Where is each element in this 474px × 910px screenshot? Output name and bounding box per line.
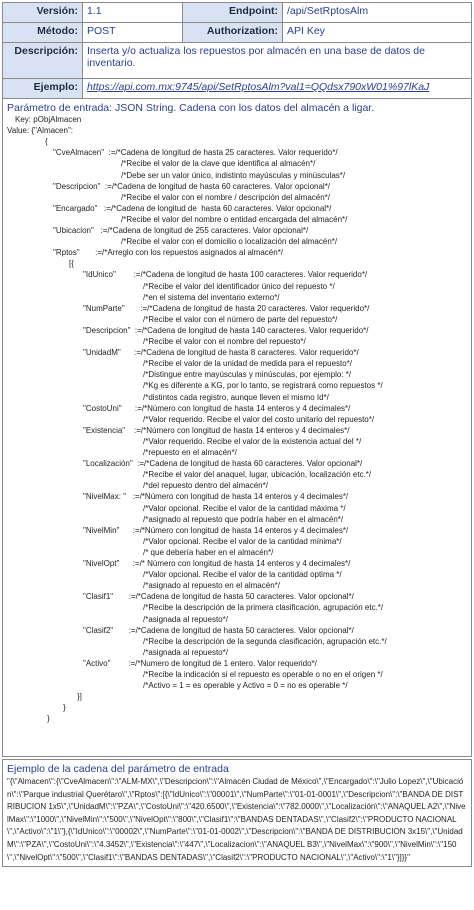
code-line: "NivelMax: " :=/*Número con longitud de hasta 14 enteros y 4 decimales*/ — [83, 492, 349, 502]
code-line: "Clasif2" :=/*Cadena de longitud de hasta 50 caracteres. Valor opcional*/ — [83, 625, 354, 635]
code-line: } — [63, 703, 66, 713]
authorization-label: Authorization: — [183, 23, 283, 43]
example-string-body: "{\"Almacen\":{\"CveAlmacen\":\"ALM-MX\",\"Descripcion\":\"Almacén Ciudad de México\",\"Encargado\":\"Julio Lopez\",\"Ubicación\":\"Parque industrial Querétaro\",\"Rptos\":[{\"IdUnico\":\"00001\",\"NumParte\":\"01-01-0001\",\"Descripcion\":\"BANDA DE DISTRIBUCION 1x5\",\"UnidadM\":\"PZA\",\"CostoUni\":\"420.6500\",\"Existencia\":\"782.0000\",\"Localización\":\"ANAQUEL A2\",\"NivelMax\":\"1000\",\"NivelMin\":\"500\",\"NivelOpt\":\"800\",\"Clasif1\":\"BANDAS DENTADAS\",\"Clasif2\":\"PRODUCTO NACIONAL\",\"Activo\":\"1\"},{\"IdUnico\":\"00002\",\"NumParte\":\"01-01-0002\",\"Descripcion\":\"BANDA DE DISTRIBUCION 3x15\",\"UnidadM\":\"PZA\",\"CostoUni\":\"4.3452\",\"Existencia\":\"447\",\"Localizacion\":\"ANAQUEL B3\",\"NivelMax\":\"900\",\"NivelMin\":\"150\",\"NivelOpt\":\"500\",\"Clasif1\":\"BANDAS DENTADAS\",\"Clasif2\":\"PRODUCTO NACIONAL\",\"Activo\":\"1\"}]}}" — [7, 777, 466, 862]
code-line: "Rptos" :=/*Arreglo con los repuestos asignados al almacén*/ — [53, 248, 284, 258]
api-doc-page — [2, 2, 472, 867]
endpoint-header-table — [2, 2, 472, 99]
example-label: Ejemplo: — [3, 79, 83, 99]
method-value: POST — [83, 23, 183, 43]
code-line: "Descripcion" :=/*Cadena de longitud de hasta 140 caracteres. Valor requerido*/ — [83, 325, 369, 335]
code-line: /*Recibe el valor de la unidad de medida para el repuesto*/ — [143, 359, 353, 369]
version-label: Versión: — [3, 3, 83, 23]
method-label: Método: — [3, 23, 83, 43]
code-line: /*Valor requerido. Recibe el valor del costo unitario del repuesto*/ — [143, 414, 375, 424]
code-line: "NivelOpt" :=/* Número con longitud de hasta 14 enteros y 4 decimales*/ — [83, 559, 351, 568]
code-line: /*asignada al repuesto*/ — [143, 614, 228, 624]
example-string-title: Ejemplo de la cadena del parámetro de entrada — [7, 763, 229, 775]
code-line: "Encargado" :=/*Cadena de longitud de hasta 60 caracteres. Valor opcional*/ — [53, 203, 332, 213]
code-line: "CostoUni" :=/*Número con longitud de hasta 14 enteros y 4 decimales*/ — [83, 403, 351, 413]
code-line: "Descripcion" :=/*Cadena de longitud de hasta 60 caracteres. Valor opcional*/ — [53, 181, 331, 191]
code-line: /*Recibe el valor del identificador único del repuesto */ — [143, 281, 335, 291]
code-line: /*Recibe el valor con el nombre / descripción del almacén*/ — [121, 192, 330, 202]
endpoint-value: /api/SetRptosAlm — [283, 3, 472, 23]
code-line: /*repuesto en el almacén*/ — [143, 448, 237, 457]
version-value: 1.1 — [83, 3, 183, 23]
code-line: /*Activo = 1 = es operable y Activo = 0 = no es operable */ — [143, 681, 348, 691]
code-line: [{ — [69, 259, 74, 269]
code-line: "CveAlmacen" :=/*Cadena de longitud de hasta 25 caracteres. Valor requerido*/ — [53, 148, 338, 158]
code-line: /* que debería haber en el almacén*/ — [143, 547, 274, 557]
code-line: "Localización" :=/*Cadena de longitud de hasta 60 caracteres. Valor opcional*/ — [83, 459, 363, 469]
code-line: /*Valor requerido. Recibe el valor de la existencia actual del */ — [143, 436, 362, 446]
code-line: "NumParte" :=/*Cadena de longitud de hasta 20 caracteres. Valor requerido*/ — [83, 303, 370, 313]
code-line: /*Valor opcional. Recibe el valor de la cantidad máxima */ — [143, 503, 346, 513]
code-line: /*Recibe el valor con el domicilio o localización del almacén*/ — [121, 237, 338, 247]
authorization-value: API Key — [283, 23, 472, 43]
description-label: Descripción: — [3, 43, 83, 79]
code-line: Value: {"Almacen": — [7, 126, 74, 136]
code-line: }] — [77, 692, 82, 702]
code-line: "UnidadM" :=/*Cadena de longitud de hasta 8 caracteres. Valor requerido*/ — [83, 348, 359, 358]
code-line: "Activo" :=/*Numero de longitud de 1 entero. Valor requerido*/ — [83, 658, 317, 668]
code-line: /*Recibe la indicación si el repuesto es operable o no en el origen */ — [143, 670, 383, 679]
code-line: /*Recibe el valor del anaquel, lugar, ubicación, localización etc.*/ — [143, 470, 372, 480]
code-line: "IdUnico" :=/*Cadena de longitud de hasta 100 caracteres. Valor requerido*/ — [83, 270, 368, 280]
code-line: "NivelMin" :=/*Número con longitud de hasta 14 enteros y 4 decimales*/ — [83, 525, 349, 535]
code-line: /*Recibe la descripción de la segunda clasificación, agrupación etc.*/ — [143, 636, 387, 646]
code-line: /*Recibe el valor con el nombre del repuesto*/ — [143, 337, 306, 346]
example-string-section — [2, 759, 472, 867]
code-line: "Clasif1" :=/*Cadena de longitud de hasta 50 caracteres. Valor opcional*/ — [83, 592, 354, 602]
code-line: "Existencia" :=/*Número con longitud de hasta 14 enteros y 4 decimales*/ — [83, 425, 350, 435]
code-line: /*asignado al repuesto que podría haber en el almacén*/ — [143, 514, 344, 524]
json-structure-code-block — [3, 114, 471, 756]
endpoint-label: Endpoint: — [183, 3, 283, 23]
code-line: /*distintos cada registro, aunque lleven el mismo Id*/ — [143, 392, 329, 402]
code-line: /*del repuesto dentro del almacén*/ — [143, 481, 268, 491]
code-line: /*asignado al repuesto en el almacén*/ — [143, 581, 280, 591]
code-line: /*Valor opcional. Recibe el valor de la cantidad mínima*/ — [143, 536, 342, 546]
code-line: /*Distingue entre mayúsculas y minúsculas, por ejemplo: */ — [143, 370, 352, 380]
code-line: /*Recibe el valor del nombre o entidad encargada del almacén*/ — [121, 214, 348, 224]
code-line: /*Kg es diferente a KG, por lo tanto, se registrará como repuestos */ — [143, 381, 383, 391]
code-line: /*asignada al repuesto*/ — [143, 647, 228, 657]
code-line: Key: pObjAlmacen — [15, 115, 82, 124]
code-line: /*Recibe la descripción de la primera clasificación, agrupación etc.*/ — [143, 603, 384, 613]
code-line: /*Debe ser un valor único, indistinto mayúsculas y minúsculas*/ — [121, 170, 346, 180]
input-parameter-section — [2, 99, 472, 757]
code-line: } — [47, 714, 50, 724]
code-line: /*Recibe el valor con el número de parte del repuesto*/ — [143, 314, 338, 324]
code-line: /*Recibe el valor de la clave que identifica al almacén*/ — [121, 159, 316, 169]
example-url-link[interactable]: https://api.com.mx:9745/api/SetRptosAlm?val1=QQdsx790xW01%97lKaJ — [83, 79, 472, 99]
input-parameter-title: Parámetro de entrada: JSON String. Cadena con los datos del almacén a ligar. — [7, 102, 375, 114]
code-line: /*Valor opcional. Recibe el valor de la cantidad optima */ — [143, 570, 342, 580]
code-line: "Ubicacion" :=/*Cadena de longitud de 255 caracteres. Valor opcional*/ — [53, 226, 309, 235]
code-line: /*en el sistema del inventario externo*/ — [143, 292, 280, 302]
code-line: { — [45, 137, 48, 147]
description-value: Inserta y/o actualiza los repuestos por almacén en una base de datos de inventario. — [83, 43, 472, 79]
